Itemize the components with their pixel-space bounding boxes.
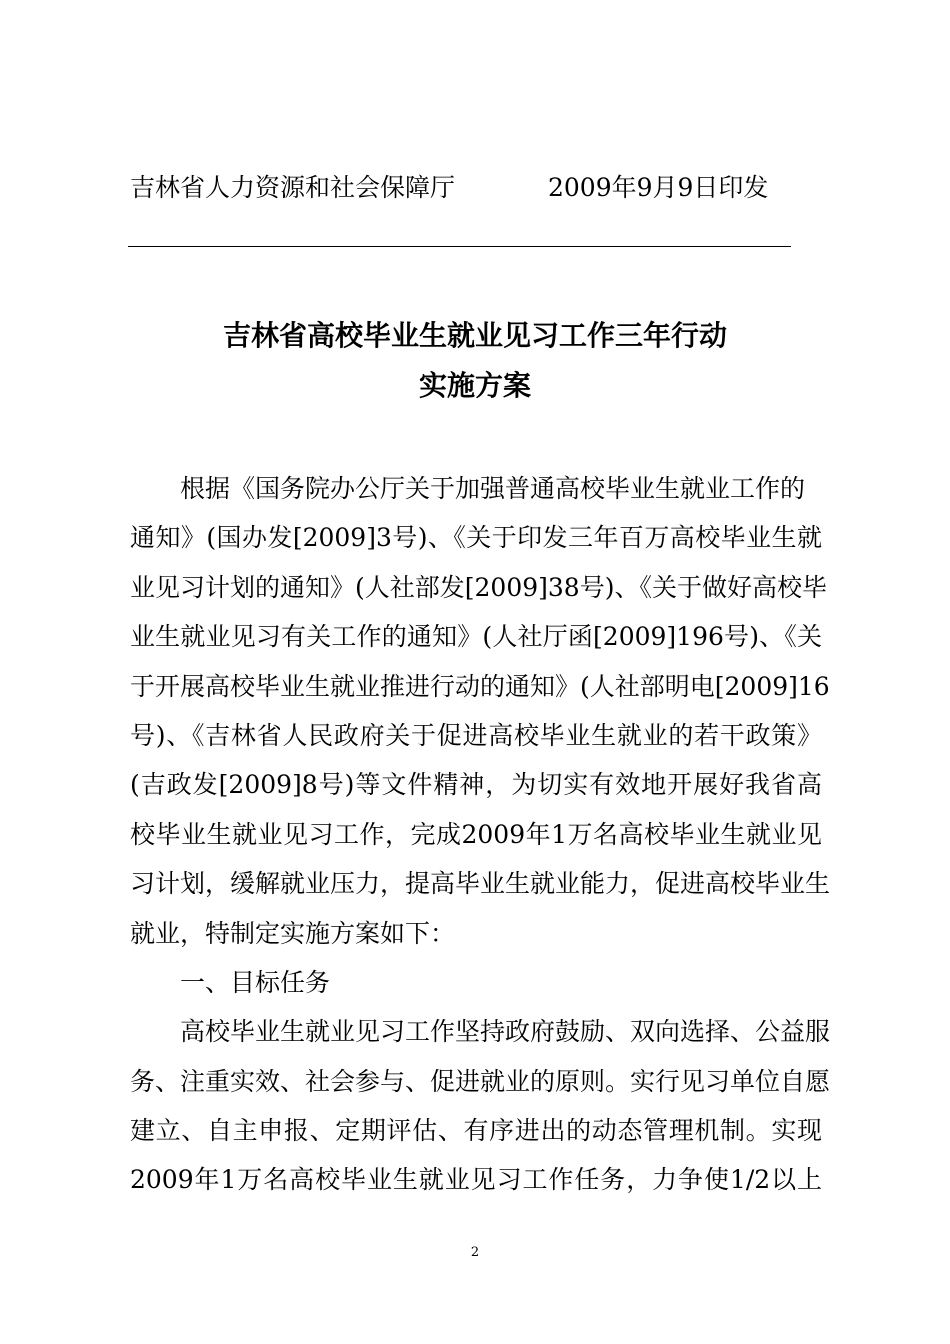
body-line: 2009年1万名高校毕业生就业见习工作任务，力争使1/2以上: [130, 1165, 822, 1195]
body-line: 于开展高校毕业生就业推进行动的通知》(人社部明电[2009]16: [130, 671, 830, 701]
document-title-line-2: 实施方案: [418, 369, 531, 402]
body-line: 高校毕业生就业见习工作坚持政府鼓励、双向选择、公益服: [180, 1017, 831, 1047]
body-line: 习计划，缓解就业压力，提高毕业生就业能力，促进高校毕业生: [130, 869, 831, 899]
body-line: 根据《国务院办公厅关于加强普通高校毕业生就业工作的: [180, 474, 806, 503]
body-line: 号)、《吉林省人民政府关于促进高校毕业生就业的若干政策》: [130, 720, 822, 750]
body-line: 校毕业生就业见习工作，完成2009年1万名高校毕业生就业见: [130, 819, 822, 849]
issue-date: 2009年9月9日印发: [548, 173, 769, 202]
body-line: 务、注重实效、社会参与、促进就业的原则。实行见习单位自愿: [130, 1066, 831, 1096]
issuance-line: [130, 168, 810, 208]
page-number: 2: [470, 1245, 480, 1260]
issuing-authority: 吉林省人力资源和社会保障厅: [130, 173, 456, 202]
body-line: 就业，特制定实施方案如下：: [130, 918, 456, 948]
header-divider: [128, 246, 791, 247]
body-line: (吉政发[2009]8号)等文件精神，为切实有效地开展好我省高: [130, 770, 822, 800]
body-line: 通知》(国办发[2009]3号)、《关于印发三年百万高校毕业生就: [130, 523, 822, 553]
body-line: 建立、自主申报、定期评估、有序进出的动态管理机制。实现: [130, 1116, 822, 1146]
section-heading: 一、目标任务: [180, 967, 331, 997]
document-title-line-1: 吉林省高校毕业生就业见习工作三年行动: [222, 319, 727, 352]
body-line: 业生就业见习有关工作的通知》(人社厅函[2009]196号)、《关: [130, 622, 822, 652]
document-body: [130, 464, 831, 1205]
body-line: 业见习计划的通知》(人社部发[2009]38号)、《关于做好高校毕: [130, 572, 827, 602]
